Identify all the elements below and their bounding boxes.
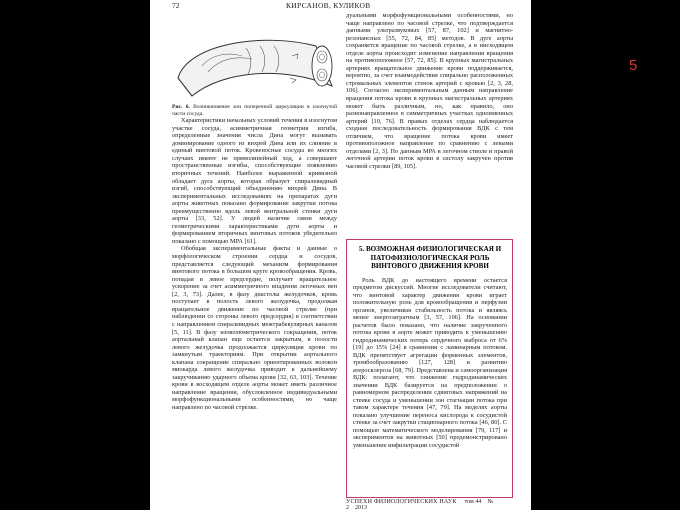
journal-year: 2013	[355, 505, 367, 510]
running-footer	[346, 499, 513, 510]
left-column	[172, 12, 337, 412]
highlighted-section	[346, 239, 513, 498]
section-paragraph: Роль ВДК до настоящего времени остается предметом дискуссий. Многие исследователи считают, что винтовой характер движения крови играет положительную роль для кровообращения и перфузии органов, увеличивая стабильность потока и являясь менее энергозатратным [3, 57, 106]. На основании расчетов было показано, что наличие закрученного потока крови в аорте может приводить к уменьшению гидродинамических потерь сердечного выброса от 6% [19] до 15% [24] в сравнении с ламинарным потоком. ВДК препятствует агрегации форменных элементов, тромбообразованию [127, 128] и развитию атеросклероза [68, 79]. Представлена и самоорганизация ВДК: полагают, что снижение гидродинамических значении ВДК базируется на предположении о равномерном распределении сдвиговых напряжений на стенке сосуда и уменьшении зон стагнации потока при таком характере течения [47, 79]. На моделях аорты показано улучшение переноса кислорода к сосудистой стенке за счет закрутки стационарного потока [46, 80]. С помощью математического моделирования [79, 117] и экспериментов на животных [50] продемонстрировано уменьшение инфильтрации сосудистой	[353, 276, 507, 449]
figure-6	[172, 26, 337, 104]
side-marker: 5	[629, 57, 638, 74]
running-authors: КИРСАНОВ, КУЛИКОВ	[286, 1, 371, 10]
journal-volume: том 44	[464, 499, 482, 505]
section-title: 5. ВОЗМОЖНАЯ ФИЗИОЛОГИЧЕСКАЯ И ПАТОФИЗИОЛОГИЧЕСКАЯ РОЛЬ ВИНТОВОГО ДВИЖЕНИЯ КРОВИ	[358, 245, 502, 271]
running-header	[172, 1, 509, 12]
journal-name: УСПЕХИ ФИЗИОЛОГИЧЕСКИХ НАУК	[346, 499, 457, 505]
figure-label: Рис. 6.	[172, 104, 190, 110]
figure-caption-text: Возникновение зон поперечной циркуляции в изогнутой части сосуда.	[172, 104, 337, 117]
vessel-curve-illustration	[172, 26, 337, 104]
journal-number: № 2	[346, 499, 494, 510]
right-paragraph: дуальными морфофункциональными особенностями, но чаще направлено по часовой стрелке, что подтверждается данными ультразвуковых [57, 87, 102] и магнитно-резонансных [55, 72, 84, 85] методов. В дуге аорты сохраняется вращение по часовой стрелке, а в нисходящем отделе аорты происходит изменение направления вращения на противоположное [57, 72, 85]. В крупных магистральных артериях вращательное движение крови поддерживается, вероятно, за счет взаимодействия спирально расположенных стромальных элементов стенок артерий с кровью [2, 3, 28, 106]. Согласно экспериментальным данным направление вращения потока крови в крупных магистральных артериях может быть различным, но, как правило, оно разнонаправленное в симметричных участках одноименных артерий [10, 76]. В правых отделах сердца наблюдается сходная последовательность формирования ВДК с тем отличием, что вращение потока крови имеет противоположное направление по сравнению с левыми отделами [2, 3]. По данным МРА в легочном стволе и правой легочной артерии поток крови в систолу закручен против часовой стрелки [89, 105].	[346, 12, 513, 170]
left-paragraph: Характеристики начальных условий течения в изогнутом участке сосуда, асимметричная геометрия изгиба, определенные значения числа Дина могут вызывать доминирование одного из вихрей Дина или их слияние в единый винтовой поток. Кровеносные сосуды во многих случаях имеют не прямолинейный ход, а совершают пространственные изгибы, способствующие появлению вторичных течений. Наиболее выраженной кривизной обладает дуга аорты, которая образует спиралевидный изгиб, способствующий объединению вихрей Дина. В экспериментальных исследованиях на препаратах дуги аорты животных показано формирование закрутки потока преимущественно вдоль левой вентральной стенки дуги аорты [33, 52]. У людей наличие связи между геометрическими характеристиками дуги аорты и формированием вторичных винтовых потоков убедительно показано с помощью МРА [61].	[172, 117, 337, 245]
left-paragraph: Обобщая экспериментальные факты и данные о морфологическом строении сердца и сосудов, представляется следующий механизм формирования винтового потока в большом круге кровообращения. Кровь, попадая в левое предсердие, получает вращательное ускорение за счет асимметричного впадения легочных вен [2, 3, 73]. Далее, в фазу диастолы желудочков, кровь поступает в полость левого желудочка, продолжая вращательное движение по часовой стрелке (при наблюдении со стороны левого предсердия) в соответствии с направлением спиралевидных межтрабекулярных каналов [5, 11]. В фазу изоволюметрического сокращения, поток аортальный клапан еще остается закрытым, в полости левого желудочка продолжается циркуляция крови по замкнутым траекториям. При открытии аортального клапана сокращение спирально ориентированных волокон миокарда левого желудочка приводит к дальнейшему закручиванию ударного объема крови [32, 63, 103]. Течение крови в восходящем отделе аорты может иметь различное направление вращения, обусловленное индивидуальными морфофункциональными особенностями, но чаще направлено по часовой стрелке.	[172, 245, 337, 411]
page-number: 72	[172, 1, 180, 10]
figure-caption	[172, 104, 337, 117]
right-column	[346, 12, 513, 170]
journal-page	[150, 0, 531, 510]
